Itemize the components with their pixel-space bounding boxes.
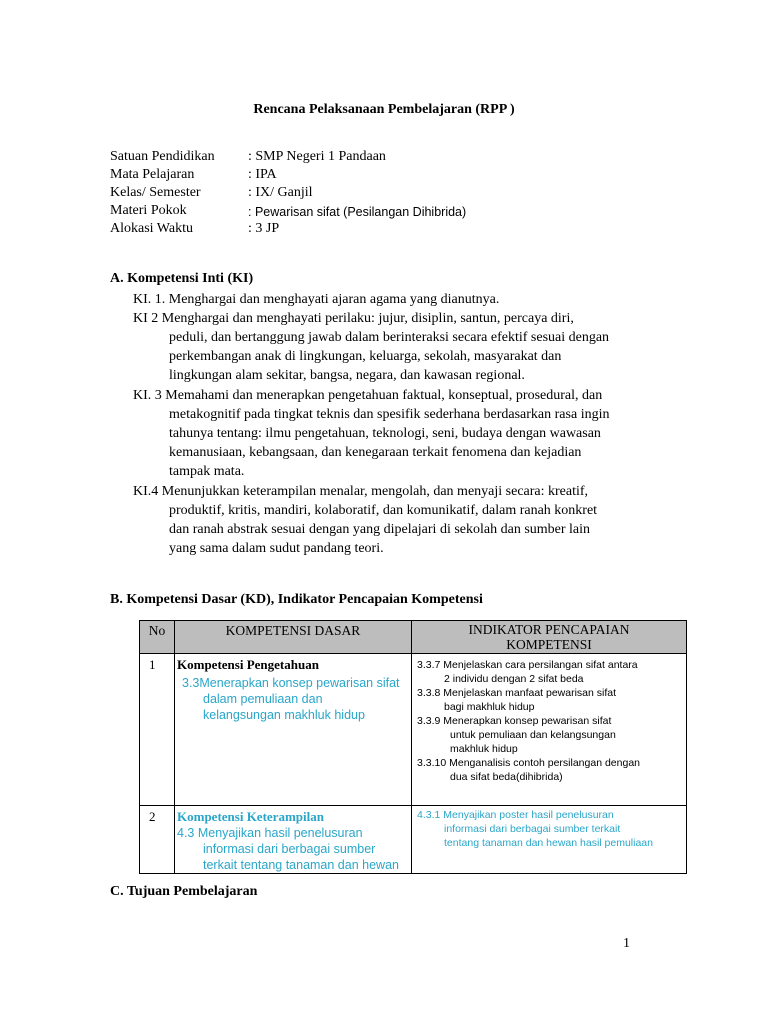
ipk-line: 3.3.8 Menjelaskan manfaat pewarisan sifat xyxy=(417,687,617,699)
ipk-line: dua sifat beda(dihibrida) xyxy=(450,771,563,783)
ipk-line: 2 individu dengan 2 sifat beda xyxy=(444,673,584,685)
header-no: No xyxy=(140,621,175,654)
kd-line: dalam pemuliaan dan xyxy=(203,692,323,706)
header-kompetensi-dasar: KOMPETENSI DASAR xyxy=(175,621,412,654)
ki-line: lingkungan alam sekitar, bangsa, negara, dan kawasan regional. xyxy=(169,368,525,383)
ipk-line: 4.3.1 Menyajikan poster hasil penelusuran xyxy=(417,809,614,821)
identity-label: Kelas/ Semester xyxy=(110,185,201,200)
kd-cell xyxy=(175,654,412,806)
identity-value: : SMP Negeri 1 Pandaan xyxy=(248,149,386,164)
ki-line: tahunya tentang: ilmu pengetahuan, teknologi, seni, budaya dengan wawasan xyxy=(169,426,601,441)
identity-label: Mata Pelajaran xyxy=(110,167,195,182)
ki-line: perkembangan anak di lingkungan, keluarga, sekolah, masyarakat dan xyxy=(169,349,562,364)
ipk-line: bagi makhluk hidup xyxy=(444,701,535,713)
table-row xyxy=(140,654,687,806)
ki-line: peduli, dan bertanggung jawab dalam berinteraksi secara efektif sesuai dengan xyxy=(169,330,610,345)
ipk-line: makhluk hidup xyxy=(450,743,518,755)
ipk-cell xyxy=(412,654,687,806)
identity-value: : IX/ Ganjil xyxy=(248,185,313,200)
ki-line: produktif, kritis, mandiri, kolaboratif, dan komunikatif, dalam ranah konkret xyxy=(169,503,598,518)
ki-line: KI. 3 Memahami dan menerapkan pengetahuan faktual, konseptual, prosedural, dan xyxy=(133,388,603,403)
ki-line: dan ranah abstrak sesuai dengan yang dipelajari di sekolah dan sumber lain xyxy=(169,522,591,537)
ipk-line: tentang tanaman dan hewan hasil pemuliaan xyxy=(444,837,653,849)
section-a-heading: A. Kompetensi Inti (KI) xyxy=(110,271,254,286)
ipk-line: informasi dari berbagai sumber terkait xyxy=(444,823,621,835)
kd-line: 3.3Menerapkan konsep pewarisan sifat xyxy=(182,676,400,690)
identity-label: Materi Pokok xyxy=(110,203,187,218)
identity-label: Alokasi Waktu xyxy=(110,221,193,236)
table-row xyxy=(140,806,687,874)
row-number: 1 xyxy=(140,654,175,806)
ipk-line: 3.3.10 Menganalisis contoh persilangan dengan xyxy=(417,757,640,769)
ki-line: yang sama dalam sudut pandang teori. xyxy=(169,541,384,556)
ki-line: tampak mata. xyxy=(169,464,245,479)
kd-line: informasi dari berbagai sumber xyxy=(203,842,376,856)
ipk-line: untuk pemuliaan dan kelangsungan xyxy=(450,729,616,741)
kd-table xyxy=(139,620,687,874)
document-title: Rencana Pelaksanaan Pembelajaran (RPP ) xyxy=(253,102,515,117)
ipk-line: 3.3.9 Menerapkan konsep pewarisan sifat xyxy=(417,715,612,727)
kd-cell xyxy=(175,806,412,874)
kd-line: 4.3 Menyajikan hasil penelusuran xyxy=(177,826,363,840)
header-indikator-line: INDIKATOR PENCAPAIAN xyxy=(468,622,630,637)
ki-line: metakognitif pada tingkat teknis dan spesifik sederhana berdasarkan rasa ingin xyxy=(169,407,610,422)
header-indikator-line: KOMPETENSI xyxy=(506,637,592,652)
kd-title: Kompetensi Pengetahuan xyxy=(177,657,319,672)
ki-line: KI.4 Menunjukkan keterampilan menalar, mengolah, dan menyaji secara: kreatif, xyxy=(133,484,589,499)
kd-line: terkait tentang tanaman dan hewan xyxy=(203,858,399,872)
page-number: 1 xyxy=(623,936,630,951)
ipk-cell xyxy=(412,806,687,874)
identity-value: : Pewarisan sifat (Pesilangan Dihibrida) xyxy=(248,205,467,219)
kd-line: kelangsungan makhluk hidup xyxy=(203,708,365,722)
header-indikator xyxy=(412,621,687,654)
section-b-heading: B. Kompetensi Dasar (KD), Indikator Pencapaian Kompetensi xyxy=(110,592,483,607)
ki-line: kemanusiaan, kebangsaan, dan kenegaraan terkait fenomena dan kejadian xyxy=(169,445,582,460)
identity-label: Satuan Pendidikan xyxy=(110,149,215,164)
ki-line: KI. 1. Menghargai dan menghayati ajaran agama yang dianutnya. xyxy=(133,292,500,307)
table-header-row xyxy=(140,621,687,654)
section-c-heading: C. Tujuan Pembelajaran xyxy=(110,884,258,899)
ki-line: KI 2 Menghargai dan menghayati perilaku: jujur, disiplin, santun, percaya diri, xyxy=(133,311,574,326)
identity-value: : IPA xyxy=(248,167,277,182)
kd-title: Kompetensi Keterampilan xyxy=(177,809,324,824)
row-number: 2 xyxy=(140,806,175,874)
ipk-line: 3.3.7 Menjelaskan cara persilangan sifat antara xyxy=(417,659,638,671)
identity-value: : 3 JP xyxy=(248,221,280,236)
